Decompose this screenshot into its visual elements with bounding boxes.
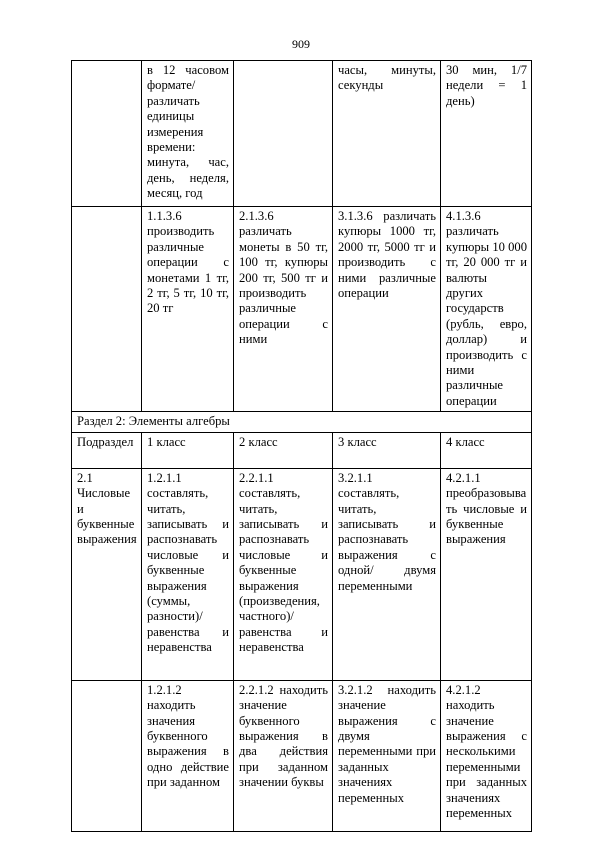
grade-3-cell: 3.1.3.6 различать купюры 1000 тг, 2000 тг, 5000 тг и производить с ними различные операции [333,207,441,412]
table-row [72,207,532,412]
grade-2-cell [234,61,333,207]
section-title: Раздел 2: Элементы алгебры [72,412,532,432]
subsection-cell [72,680,142,831]
grade-4-cell: 30 мин, 1/7 недели = 1 день) [441,61,532,207]
curriculum-table [71,60,532,832]
table-row [72,61,532,207]
page-number: 909 [292,37,310,51]
grade-2-cell: 2.1.3.6 различать монеты в 50 тг, 100 тг, купюры 200 тг, 500 тг и производить различные операции с ними [234,207,333,412]
grade-2-cell: 2.2.1.1 составлять, читать, записывать и распознавать числовые и буквенные выражения (произведения, частного)/ равенства и неравенства [234,468,333,680]
subsection-cell [72,207,142,412]
grade-3-cell: часы, минуты, секунды [333,61,441,207]
grade-1-cell: в 12 часовом формате/ различать единицы измерения времени: минута, час, день, неделя, месяц, год [142,61,234,207]
header-grade-3: 3 класс [333,432,441,468]
grade-3-cell: 3.2.1.2 находить значение выражения с двумя переменными при заданных значениях переменных [333,680,441,831]
header-subsection: Подраздел [72,432,142,468]
table-row [72,680,532,831]
header-row [72,432,532,468]
table-row [72,468,532,680]
section-row [72,412,532,432]
grade-1-cell: 1.1.3.6 производить различные операции с монетами 1 тг, 2 тг, 5 тг, 10 тг, 20 тг [142,207,234,412]
header-grade-2: 2 класс [234,432,333,468]
grade-4-cell: 4.2.1.2 находить значение выражения с несколькими переменными при заданных значениях переменных [441,680,532,831]
subsection-cell: 2.1 Числовые и буквенные выражения [72,468,142,680]
grade-3-cell: 3.2.1.1 составлять, читать, записывать и распознавать выражения с одной/ двумя переменными [333,468,441,680]
grade-4-cell: 4.1.3.6 различать купюры 10 000 тг, 20 000 тг и валюты других государств (рубль, евро, доллар) и производить с ними различные операции [441,207,532,412]
header-grade-1: 1 класс [142,432,234,468]
grade-4-cell: 4.2.1.1 преобразовывать числовые и буквенные выражения [441,468,532,680]
grade-1-cell: 1.2.1.1 составлять, читать, записывать и распознавать числовые и буквенные выражения (суммы, разности)/ равенства и неравенства [142,468,234,680]
header-grade-4: 4 класс [441,432,532,468]
grade-2-cell: 2.2.1.2 находить значение буквенного выражения в два действия при заданном значении буквы [234,680,333,831]
grade-1-cell: 1.2.1.2 находить значения буквенного выражения в одно действие при заданном [142,680,234,831]
subsection-cell [72,61,142,207]
